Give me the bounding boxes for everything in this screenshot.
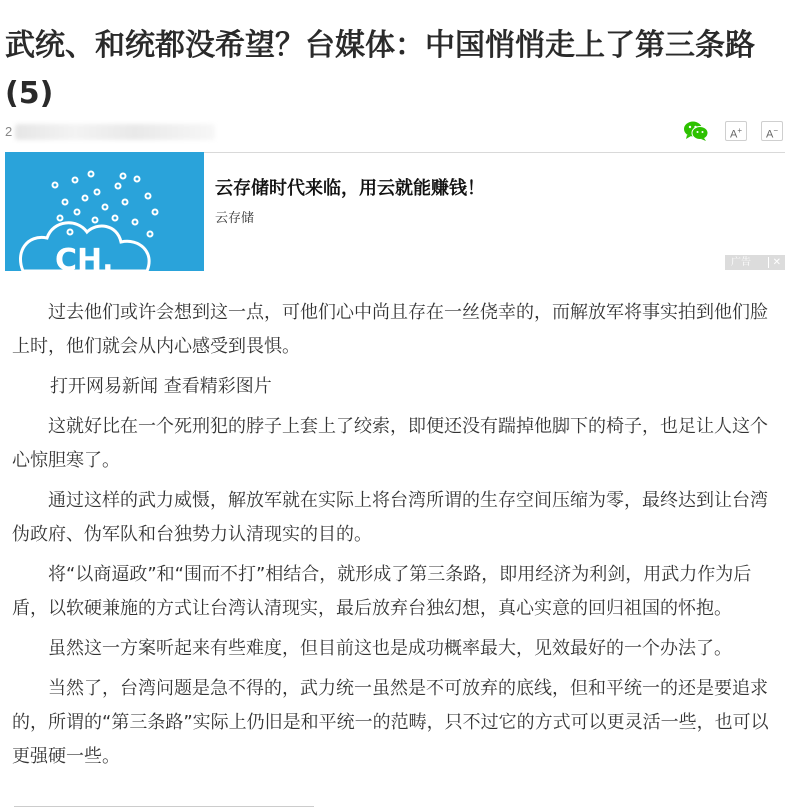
ad-badge-separator bbox=[768, 257, 769, 268]
blurred-meta bbox=[15, 124, 215, 140]
ad-source: 云存储 bbox=[215, 211, 255, 226]
paragraph: 通过这样的武力威慑，解放军就在实际上将台湾所谓的生存空间压缩为零，最终达到让台湾伪政府、伪军队和台独势力认清现实的目的。 bbox=[12, 490, 768, 545]
font-increase-sup: + bbox=[737, 126, 742, 135]
font-decrease-button[interactable] bbox=[761, 121, 783, 141]
paragraph: 当然了，台湾问题是急不得的，武力统一虽然是不可放弃的底线，但和平统一的还是要追求的，所谓的“第三条路”实际上仍旧是和平统一的范畴，只不过它的方式可以更灵活一些，也可以更强硬一些。 bbox=[12, 678, 769, 767]
ad-label: 广告 bbox=[731, 257, 751, 268]
ad-title[interactable]: 云存储时代来临，用云就能赚钱！ bbox=[215, 178, 485, 199]
ad-thumbnail[interactable] bbox=[5, 152, 204, 271]
ad-close-icon[interactable]: ✕ bbox=[772, 257, 781, 268]
font-decrease-sup: − bbox=[773, 126, 778, 135]
paragraph: 虽然这一方案听起来有些难度，但目前这也是成功概率最大，见效最好的一个办法了。 bbox=[48, 638, 732, 659]
article-tools bbox=[675, 118, 785, 146]
open-app-link[interactable]: 打开网易新闻 查看精彩图片 bbox=[50, 376, 272, 397]
font-increase-button[interactable] bbox=[725, 121, 747, 141]
ad-badge bbox=[725, 255, 785, 270]
paragraph: 将“以商逼政”和“围而不打”相结合，就形成了第三条路，即用经济为利剑，用武力作为后盾，以软硬兼施的方式让台湾认清现实，最后放弃台独幻想，真心实意的回归祖国的怀抱。 bbox=[12, 564, 752, 619]
article-title: 武统、和统都没希望？台媒体：中国悄悄走上了第三条路(5) bbox=[5, 28, 755, 111]
ad-banner[interactable] bbox=[5, 152, 785, 272]
font-decrease-label: A bbox=[765, 128, 774, 141]
font-increase-label: A bbox=[729, 128, 738, 141]
bottom-divider bbox=[14, 806, 314, 807]
wechat-icon[interactable] bbox=[683, 120, 709, 142]
publish-info: 2 bbox=[5, 124, 13, 139]
article-body bbox=[12, 296, 780, 780]
paragraph: 过去他们或许会想到这一点，可他们心中尚且存在一丝侥幸的，而解放军将事实拍到他们脸上时，他们就会从内心感受到畏惧。 bbox=[12, 302, 768, 357]
paragraph: 这就好比在一个死刑犯的脖子上套上了绞索，即便还没有踹掉他脚下的椅子，也足让人这个心惊胆寒了。 bbox=[12, 416, 768, 471]
ad-thumb-text: CH. bbox=[55, 243, 114, 271]
article-meta bbox=[5, 118, 785, 148]
